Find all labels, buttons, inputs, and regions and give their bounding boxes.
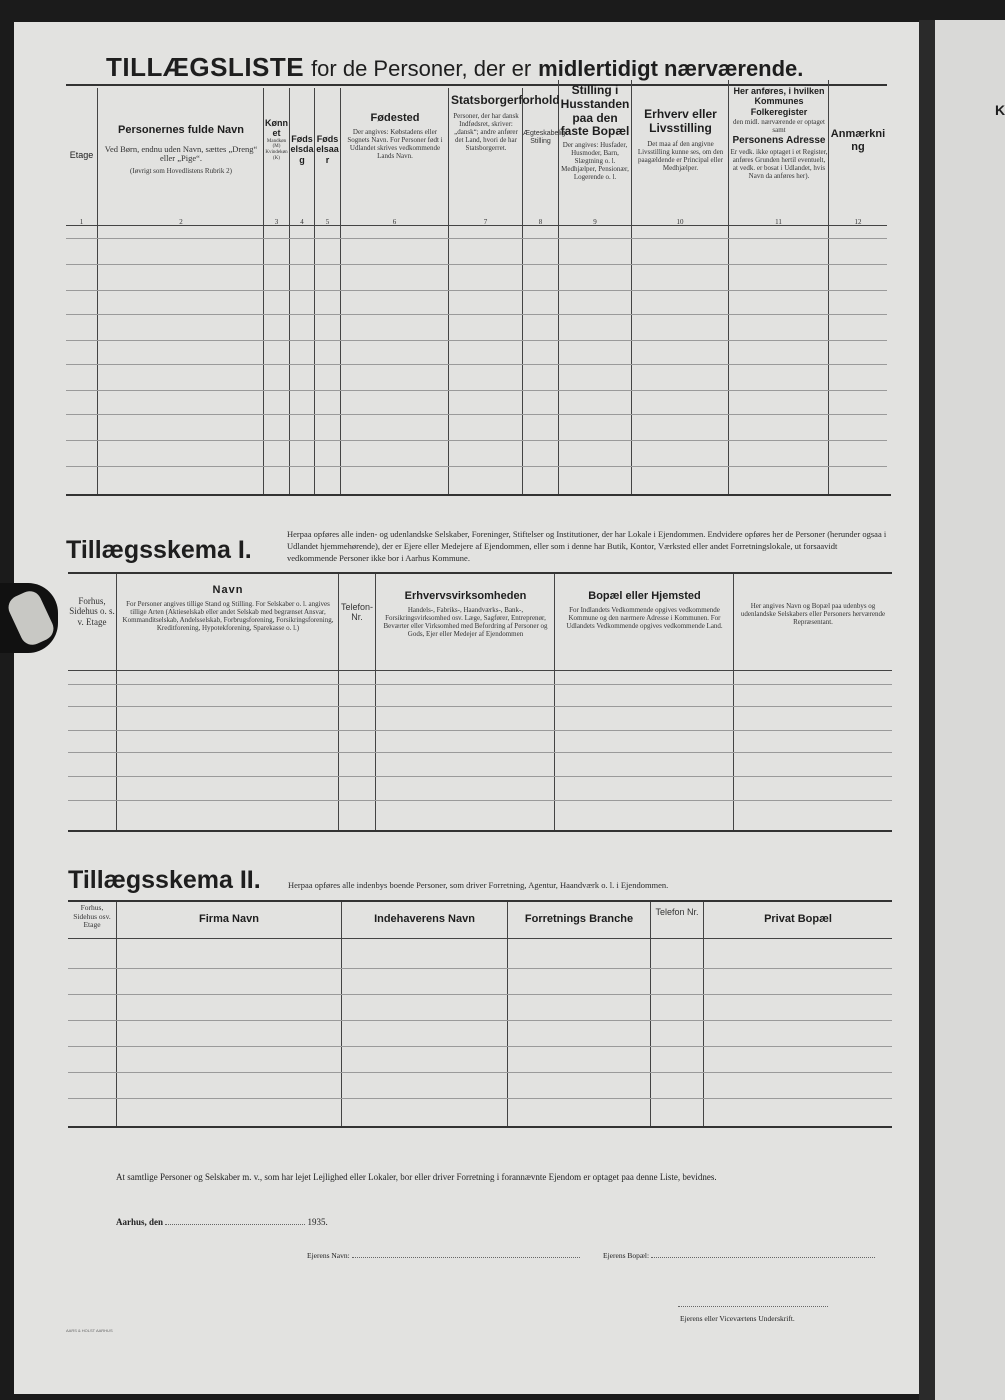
schema2-header-border bbox=[68, 938, 892, 939]
schema1-description: Herpaa opføres alle inden- og udenlandske Selskaber, Foreninger, Stiftelser og Institutioner, der har Lokale i Ejendommen. Endvidere opføres her de Personer (herunder ogsaa i Udlandet hjemmehørende), der er Ejere eller Medejere af Ejendommen, eller som i denne har Butik, Kontor, Værksted eller andet Forretningslokale, ut forsaavidt vedkommende Personer ikke bor i Aarhus Kommune. bbox=[287, 529, 887, 563]
schema1-col-residence: Bopæl eller Hjemsted For Indlandets Vedkommende opgives vedkommende Kommune og den nærmere Adresse i Kommunen. For Udlandets Vedkommende opgives vedkommende Land. bbox=[566, 590, 723, 630]
col-number: 2 bbox=[179, 218, 183, 226]
col-divider bbox=[448, 88, 449, 494]
table-row bbox=[68, 706, 892, 707]
col-number: 7 bbox=[483, 218, 488, 226]
col-number: 1 bbox=[79, 218, 84, 226]
col-divider bbox=[341, 902, 342, 1126]
col-header-etage: Etage bbox=[69, 150, 94, 160]
attestation-statement: At samtlige Personer og Selskaber m. v., som har lejet Lejlighed eller Lokaler, bor eller driver Forretning i forannævnte Ejendom er optaget paa denne Liste, bevidnes. bbox=[116, 1172, 717, 1182]
col-number: 6 bbox=[392, 218, 397, 226]
table-row bbox=[68, 800, 892, 801]
table-row bbox=[68, 968, 892, 969]
date-line bbox=[116, 1217, 328, 1227]
table-row bbox=[66, 390, 887, 391]
col-header-remarks: Anmærkning bbox=[830, 128, 886, 153]
table-row bbox=[66, 290, 887, 291]
col-divider bbox=[116, 902, 117, 1126]
col-divider bbox=[340, 88, 341, 494]
col-header-household: Stilling i Husstanden paa den faste Bopæl Der angives: Husfader, Husmoder, Barn, Slægtning o. l. Medhjælper, Pensionær, Logerende o. l. bbox=[560, 83, 630, 182]
col-divider bbox=[507, 902, 508, 1126]
schema1-header-border bbox=[68, 670, 892, 671]
place-label: Aarhus, den bbox=[116, 1217, 164, 1227]
col-divider bbox=[554, 574, 555, 830]
schema1-col-business: Erhvervsvirksomheden Handels-, Fabriks-, Haandværks-, Bank-, Forsikringsvirksomhed osv. Læge, Sagfører, Entreprenør, Beværter eller Virksomhed med Befordring af Personer og Gods, Ejer eller Medejer af Ejendommen bbox=[383, 590, 548, 638]
schema2-description: Herpaa opføres alle indenbys boende Personer, som driver Forretning, Agentur, Haandværk o. l. i Ejendommen. bbox=[288, 880, 669, 890]
col-header-marital: Ægteskabelig Stilling bbox=[523, 130, 566, 146]
schema1-col-etage: Forhus, Sidehus o. s. v. Etage bbox=[69, 596, 115, 627]
table-row bbox=[66, 440, 887, 441]
col-header-name: Personernes fulde Navn Ved Børn, endnu uden Navn, sættes „Dreng“ eller „Pige“. (Iøvrigt som Hovedlistens Rubrik 2) bbox=[104, 124, 258, 176]
schema2-col-phone: Telefon Nr. bbox=[655, 907, 699, 917]
date-field[interactable] bbox=[165, 1224, 305, 1225]
schema2-col-owner: Indehaverens Navn bbox=[374, 913, 475, 925]
col-number: 8 bbox=[538, 218, 543, 226]
table-row bbox=[68, 1046, 892, 1047]
col-header-occupation: Erhverv eller Livsstilling Det maa af den angivne Livsstilling kunne ses, om den paagældende er Principal eller Medhjælper. bbox=[637, 107, 724, 172]
table-row bbox=[68, 994, 892, 995]
table-row bbox=[68, 684, 892, 685]
schema2-top-border bbox=[68, 900, 892, 902]
main-form-title bbox=[106, 52, 803, 83]
owner-address-line bbox=[603, 1251, 875, 1260]
schema2-col-etage: Forhus, Sidehus osv. Etage bbox=[73, 903, 111, 930]
schema1-top-border bbox=[68, 572, 892, 574]
col-divider bbox=[631, 80, 632, 494]
col-divider bbox=[650, 902, 651, 1126]
col-divider bbox=[703, 902, 704, 1126]
owner-address-field[interactable] bbox=[651, 1257, 875, 1258]
col-header-birthyear: Fødselsaar bbox=[316, 134, 339, 165]
owner-address-label: Ejerens Bopæl: bbox=[603, 1251, 650, 1260]
col-divider bbox=[522, 88, 523, 494]
col-header-birthday: Fødselsdag bbox=[290, 134, 314, 165]
year-label: 1935. bbox=[307, 1217, 328, 1227]
table-row bbox=[66, 364, 887, 365]
table-row bbox=[66, 314, 887, 315]
schema1-title: Tillægsskema I. bbox=[66, 536, 252, 564]
table-row bbox=[66, 340, 887, 341]
col-divider bbox=[733, 574, 734, 830]
col-number: 9 bbox=[593, 218, 597, 226]
schema2-col-firm: Firma Navn bbox=[199, 913, 259, 925]
schema2-col-branch: Forretnings Branche bbox=[524, 913, 634, 925]
title-mid: for de Personer, der er bbox=[311, 56, 532, 81]
table-row bbox=[66, 238, 887, 239]
next-page-fragment: K bbox=[995, 102, 1005, 118]
col-number: 12 bbox=[854, 218, 862, 226]
col-divider bbox=[375, 574, 376, 830]
col-header-citizenship: Statsborgerforhold Personer, der har dansk Indfødsret, skriver: „dansk“; andre anfører det Land, hvori de har Statsborgerret. bbox=[451, 93, 560, 152]
schema1-col-phone: Telefon-Nr. bbox=[340, 602, 374, 623]
col-number: 10 bbox=[676, 218, 684, 226]
schema2-title: Tillægsskema II. bbox=[68, 866, 261, 894]
col-number: 4 bbox=[300, 218, 304, 226]
form-sheet bbox=[14, 22, 919, 1394]
col-number: 3 bbox=[274, 218, 279, 226]
owner-name-label: Ejerens Navn: bbox=[307, 1251, 350, 1260]
signature-field[interactable] bbox=[678, 1306, 828, 1307]
title-end: midlertidigt nærværende. bbox=[538, 56, 804, 81]
table-row bbox=[68, 776, 892, 777]
col-header-gender: Kønnet Mandkøn (M) Kvindekøn (K) bbox=[265, 118, 288, 161]
table-row bbox=[66, 264, 887, 265]
col-divider bbox=[116, 574, 117, 830]
owner-name-line bbox=[307, 1251, 580, 1260]
col-number: 5 bbox=[325, 218, 330, 226]
table-row bbox=[68, 1098, 892, 1099]
schema1-bottom-border bbox=[68, 830, 892, 832]
schema2-col-residence: Privat Bopæl bbox=[764, 913, 832, 925]
signature-label: Ejerens eller Viceværtens Underskrift. bbox=[680, 1314, 795, 1323]
table-row bbox=[66, 466, 887, 467]
table-row bbox=[68, 752, 892, 753]
col-divider bbox=[728, 80, 729, 494]
title-bold: TILLÆGSLISTE bbox=[106, 52, 305, 82]
table-row bbox=[68, 730, 892, 731]
col-header-birthplace: Fødested Der angives: Købstadens eller Sognets Navn. For Personer født i Udlandet skrives vedkommende Lands Navn. bbox=[347, 112, 443, 160]
schema2-bottom-border bbox=[68, 1126, 892, 1128]
table-row bbox=[68, 1020, 892, 1021]
printer-mark: AARS & HOLST AARHUS bbox=[66, 1328, 113, 1333]
col-number: 11 bbox=[775, 218, 782, 226]
main-bottom-border bbox=[66, 494, 891, 496]
owner-name-field[interactable] bbox=[352, 1257, 580, 1258]
schema1-col-representative: Her angives Navn og Bopæl paa udenbys og udenlandske Selskabers eller Personers herværende Repræsentant. bbox=[740, 602, 886, 627]
table-row bbox=[68, 1072, 892, 1073]
col-divider bbox=[97, 88, 98, 494]
table-row bbox=[66, 414, 887, 415]
schema1-col-name: Navn For Personer angives tillige Stand og Stilling. For Selskaber o. l. angives tillige Arten (Aktieselskab eller andet Selskab med begrænset Ansvar, Kommanditselskab, Andelsselskab, Forbrugsforening, Forsikringsforening, Kreditforening, Hypotekforening, Sparekasse o. l.) bbox=[122, 584, 334, 632]
page-fold-shadow bbox=[919, 20, 935, 1400]
col-header-registry: Her anføres, i hvilken Kommunes Folkeregister den midl. nærværende er optaget samt Personens Adresse Er vedk. ikke optaget i et Register, anføres Grunden hertil eventuelt, at vedk. er bosat i Udlandet, hvis Navn da anføres her). bbox=[730, 86, 828, 180]
col-divider bbox=[828, 80, 829, 494]
next-page-edge bbox=[935, 20, 1005, 1400]
